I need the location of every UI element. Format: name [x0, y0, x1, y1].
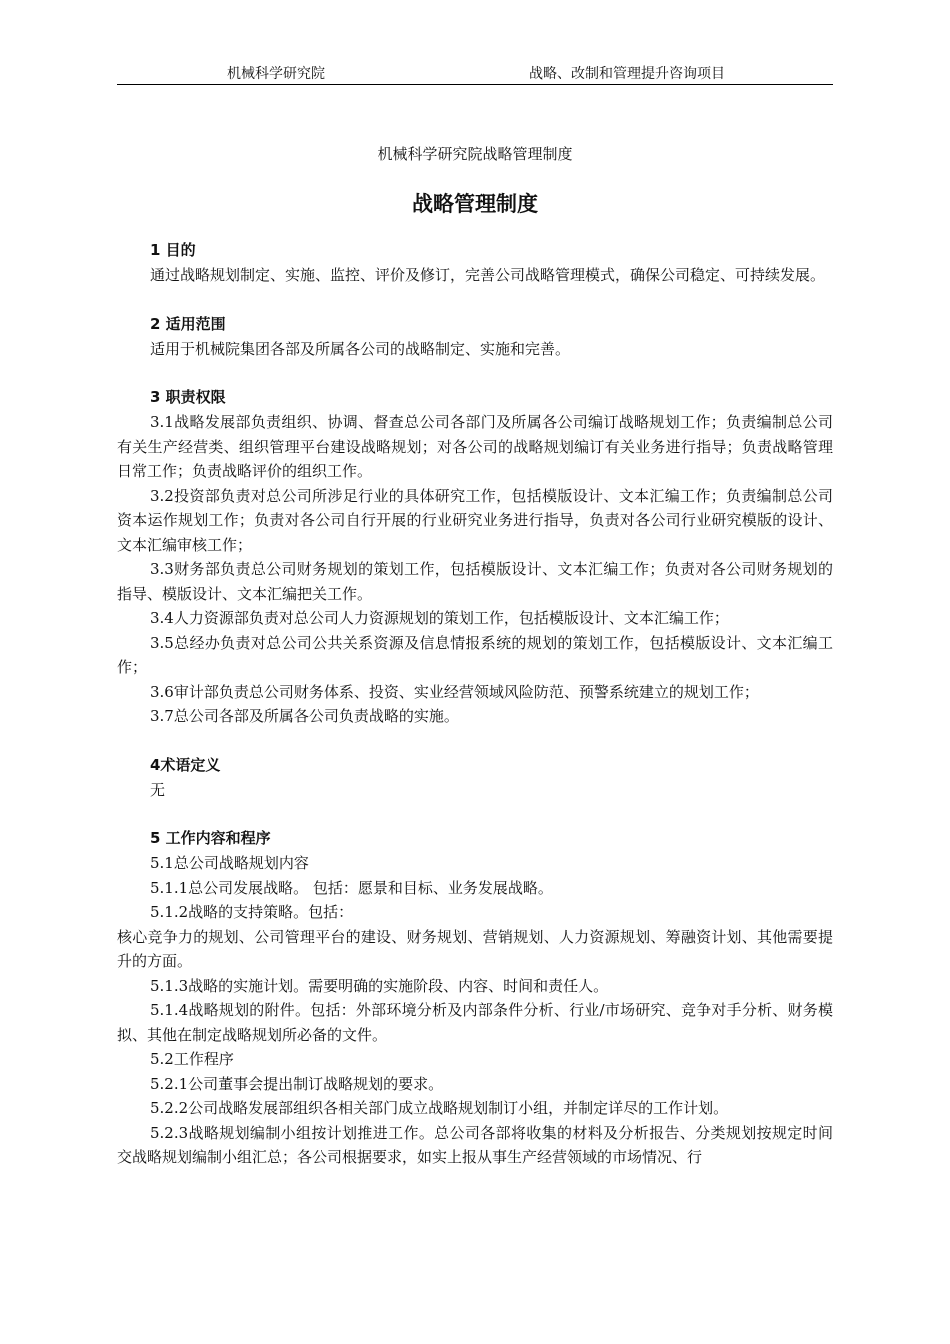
paragraph: 3.1战略发展部负责组织、协调、督查总公司各部门及所属各公司编订战略规划工作；负责编制总公司有关生产经营类、组织管理平台建设战略规划；对各公司的战略规划编订有关业务进行指导；负责战略管理日常工作；负责战略评价的组织工作。	[117, 413, 833, 480]
paragraph: 3.5总经办负责对总公司公共关系资源及信息情报系统的规划的策划工作，包括模版设计、文本汇编工作；	[117, 633, 833, 676]
section-heading-definitions: 4术语定义	[150, 755, 221, 774]
paragraph: 3.2投资部负责对总公司所涉足行业的具体研究工作，包括模版设计、文本汇编工作；负责编制总公司资本运作规划工作；负责对各公司自行开展的行业研究业务进行指导，负责对各公司行业研究模版的设计、文本汇编审核工作；	[117, 486, 833, 554]
paragraph: 3.3财务部负责总公司财务规划的策划工作，包括模版设计、文本汇编工作；负责对各公司财务规划的指导、模版设计、文本汇编把关工作。	[117, 560, 833, 603]
section-heading-scope: 2 适用范围	[150, 314, 226, 333]
paragraph: 核心竞争力的规划、公司管理平台的建设、财务规划、营销规划、人力资源规划、筹融资计划、其他需要提升的方面。	[117, 927, 833, 970]
document-subtitle: 机械科学研究院战略管理制度	[377, 145, 573, 163]
header-organization: 机械科学研究院	[227, 66, 325, 82]
paragraph: 通过战略规划制定、实施、监控、评价及修订，完善公司战略管理模式，确保公司稳定、可持续发展。	[150, 266, 826, 284]
section-heading-procedures: 5 工作内容和程序	[150, 829, 271, 847]
paragraph: 3.6审计部负责总公司财务体系、投资、实业经营领域风险防范、预警系统建立的规划工作；	[150, 682, 759, 701]
paragraph: 适用于机械院集团各部及所属各公司的战略制定、实施和完善。	[150, 339, 571, 358]
paragraph: 5.1.2战略的支持策略。包括：	[150, 903, 354, 921]
paragraph: 5.2.3战略规划编制小组按计划推进工作。总公司各部将收集的材料及分析报告、分类规划按规定时间交战略规划编制小组汇总；各公司根据要求，如实上报从事生产经营领域的市场情况、行	[117, 1123, 833, 1166]
paragraph: 5.2工作程序	[150, 1050, 234, 1068]
paragraph: 5.1.1总公司发展战略。 包括：愿景和目标、业务发展战略。	[150, 878, 553, 897]
page-header	[117, 64, 833, 85]
paragraph: 3.7总公司各部及所属各公司负责战略的实施。	[150, 707, 459, 725]
paragraph: 5.2.1公司董事会提出制订战略规划的要求。	[150, 1074, 444, 1093]
paragraph: 5.2.2公司战略发展部组织各相关部门成立战略规划制订小组，并制定详尽的工作计划。	[150, 1099, 729, 1117]
paragraph: 5.1.4战略规划的附件。包括：外部环境分析及内部条件分析、行业/市场研究、竞争对手分析、财务模拟、其他在制定战略规划所必备的文件。	[117, 1001, 833, 1044]
paragraph: 无	[150, 780, 166, 799]
paragraph: 5.1总公司战略规划内容	[150, 854, 309, 872]
paragraph: 5.1.3战略的实施计划。需要明确的实施阶段、内容、时间和责任人。	[150, 976, 609, 995]
section-heading-purpose: 1 目的	[150, 241, 196, 259]
paragraph: 3.4人力资源部负责对总公司人力资源规划的策划工作，包括模版设计、文本汇编工作；	[150, 609, 729, 627]
header-project: 战略、改制和管理提升咨询项目	[529, 66, 725, 82]
section-heading-responsibilities: 3 职责权限	[150, 388, 226, 406]
document-title: 战略管理制度	[412, 192, 538, 216]
document-body	[117, 142, 833, 1170]
